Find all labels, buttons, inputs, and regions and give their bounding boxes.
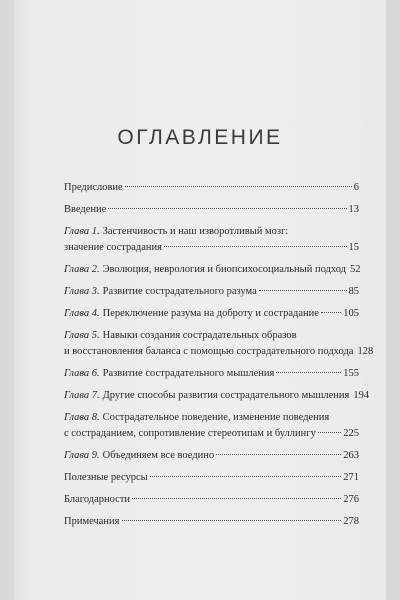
- toc-entry-line: [64, 470, 359, 486]
- toc-entry-line: [64, 306, 359, 322]
- page-number: 128: [357, 346, 374, 357]
- page-number: 194: [353, 390, 370, 401]
- toc-entry: [64, 202, 359, 218]
- chapter-number: Глава 8.: [64, 412, 100, 423]
- toc-entry: [64, 306, 359, 322]
- dot-leader: [318, 432, 341, 433]
- dot-leader: [164, 246, 346, 247]
- toc-entry: [64, 262, 359, 278]
- toc-entry-line: [64, 344, 374, 360]
- entry-title: с состраданием, сопротивление стереотипам и буллингу: [64, 428, 316, 439]
- page-number: 263: [343, 450, 359, 461]
- toc-entry-line: [64, 262, 359, 278]
- toc-entry-line: [64, 180, 359, 196]
- page-number: 52: [350, 264, 361, 275]
- toc-entry: [64, 328, 374, 360]
- chapter-number: Глава 3.: [64, 286, 100, 297]
- dot-leader: [216, 454, 341, 455]
- entry-title: и восстановления баланса с помощью сострадательного подхода: [64, 346, 354, 357]
- toc-entry-line: [64, 426, 359, 442]
- page-number: 13: [348, 204, 359, 215]
- toc-entry-line: [64, 328, 359, 344]
- entry-title: Предисловие: [64, 182, 123, 193]
- entry-title: значение сострадания: [64, 242, 163, 253]
- entry-title: Примечания: [64, 516, 120, 527]
- toc-entry-line: [64, 448, 359, 464]
- chapter-number: Глава 6.: [64, 368, 100, 379]
- toc-entry-line: [64, 224, 359, 240]
- toc-entry: [64, 388, 370, 404]
- toc-entry: [64, 224, 359, 256]
- chapter-number: Глава 9.: [64, 450, 100, 461]
- dot-leader: [122, 520, 342, 521]
- toc-entry-line: [64, 514, 359, 530]
- toc-entry-line: [64, 366, 359, 382]
- toc-entry-line: [64, 284, 359, 300]
- page-number: 276: [343, 494, 359, 505]
- chapter-number: Глава 2.: [64, 264, 100, 275]
- entry-title: Развитие сострадательного разума: [102, 286, 257, 297]
- entry-title: Застенчивость и наш изворотливый мозг:: [102, 226, 289, 237]
- page-number: 6: [353, 182, 359, 193]
- toc-entry: [64, 492, 359, 508]
- toc-entry: [64, 410, 359, 442]
- entry-title: Навыки создания сострадательных образов: [102, 330, 297, 341]
- dot-leader: [276, 372, 341, 373]
- page-number: 155: [343, 368, 359, 379]
- toc-entry-line: [64, 202, 359, 218]
- dot-leader: [150, 476, 342, 477]
- entry-title: Объединяем все воедино: [102, 450, 215, 461]
- chapter-number: Глава 7.: [64, 390, 100, 401]
- chapter-number: Глава 4.: [64, 308, 100, 319]
- chapter-number: Глава 1.: [64, 226, 100, 237]
- toc-entry: [64, 448, 359, 464]
- toc-entry-line: [64, 492, 359, 508]
- entry-title: Развитие сострадательного мышления: [102, 368, 275, 379]
- book-page: [14, 0, 386, 600]
- toc-heading: ОГЛАВЛЕНИЕ: [117, 126, 283, 149]
- dot-leader: [125, 186, 352, 187]
- toc-entry: [64, 514, 359, 530]
- entry-title: Сострадательное поведение, изменение поведения: [102, 412, 330, 423]
- dot-leader: [108, 208, 346, 209]
- page-number: 225: [343, 428, 359, 439]
- toc-entry: [64, 366, 359, 382]
- page-number: 85: [348, 286, 359, 297]
- toc-entry-line: [64, 410, 359, 426]
- page-number: 278: [343, 516, 359, 527]
- entry-title: Полезные ресурсы: [64, 472, 148, 483]
- dot-leader: [321, 312, 341, 313]
- entry-title: Эволюция, неврология и биопсихосоциальный подход: [102, 264, 347, 275]
- page-number: 15: [348, 242, 359, 253]
- entry-title: Благодарности: [64, 494, 131, 505]
- dot-leader: [132, 498, 341, 499]
- toc-entry-line: [64, 240, 359, 256]
- toc-entry: [64, 180, 359, 196]
- toc-entry-line: [64, 388, 370, 404]
- dot-leader: [259, 290, 347, 291]
- chapter-number: Глава 5.: [64, 330, 100, 341]
- page-number: 271: [343, 472, 359, 483]
- page-number: 105: [343, 308, 359, 319]
- toc-entry: [64, 470, 359, 486]
- entry-title: Другие способы развития сострадательного мышления: [102, 390, 350, 401]
- entry-title: Переключение разума на доброту и сострадание: [102, 308, 319, 319]
- toc-entry: [64, 284, 359, 300]
- table-of-contents: [64, 180, 374, 536]
- entry-title: Введение: [64, 204, 107, 215]
